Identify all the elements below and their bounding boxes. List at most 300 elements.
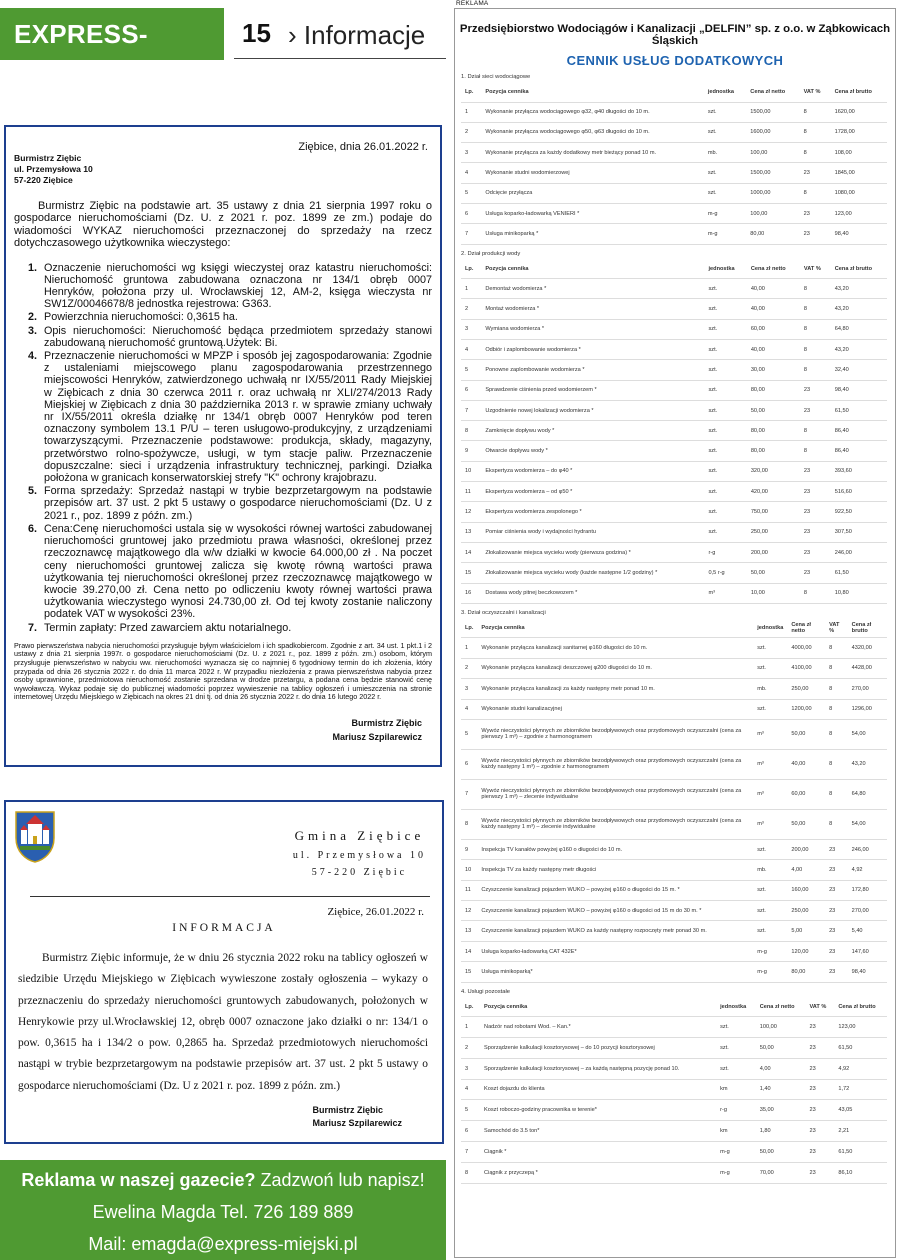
table-cell: 270,00 (848, 901, 887, 921)
table-cell: 23 (805, 1037, 834, 1058)
table-cell: 86,10 (834, 1162, 887, 1183)
table-cell: 2 (461, 299, 481, 319)
table-row (461, 719, 887, 749)
notice-item (28, 350, 432, 484)
table-row (461, 583, 887, 603)
table-cell: 200,00 (747, 542, 800, 562)
table-cell: 172,80 (848, 880, 887, 900)
reklama-label: REKLAMA (456, 0, 489, 7)
table-row (461, 183, 887, 203)
table-cell: 4320,00 (848, 638, 887, 658)
table-cell: 8 (825, 749, 848, 779)
table-cell: 8 (800, 102, 831, 122)
table-cell: 23 (800, 224, 831, 244)
table-row (461, 749, 887, 779)
table-row (461, 921, 887, 941)
table-cell: szt. (716, 1058, 756, 1079)
table-cell: 61,50 (831, 563, 887, 583)
table-cell: 80,00 (747, 380, 800, 400)
table-cell: 10,00 (747, 583, 800, 603)
table-cell: Dostawa wody pitnej beczkowozem * (481, 583, 704, 603)
column-header: Cena zł brutto (834, 998, 887, 1017)
table-cell: 30,00 (747, 360, 800, 380)
table-cell: km (716, 1121, 756, 1142)
table-cell: 8 (800, 279, 831, 299)
item-text: Przeznaczenie nieruchomości w MPZP i sposób jej zagospodarowania: Zgodnie z ustaleniami miejscowego planu zagospodarowania przestrzennego miejscowości Henryków, zatwierdzonego uchwałą nr IX/55/2011 Rady Miejskiej w Ziębicach z dnia 30 czerwca 2011 r. oraz uchwałą nr XLI/274/2013 Rady Miejskiej w Ziębicach z dnia 30 października 2013 r. w sprawie zmiany uchwały nr IX/55/2011 określa działkę nr 134/1 obręb 0007 Henryków pod teren oznaczony symbolem 13.1 P/U – teren usługowo-produkcyjny, z urządzeniami towarzyszącymi. Przeznaczenie podstawowe: produkcja, składy, magazyny, przetwórstwo rolno-spożywcze, usługi, w tym stacje paliw. Przeznaczenie dopuszczalne: sieci i urządzenia infrastruktury technicznej, parkingi. Działka położona w granicach konserwatorskiej strefy "K" ochrony krajobrazu. (44, 350, 432, 485)
table-cell: 7 (461, 224, 481, 244)
ad-line (0, 1164, 446, 1196)
table-cell: 50,00 (787, 719, 825, 749)
table-cell: m-g (704, 203, 746, 223)
table-cell: 54,00 (848, 809, 887, 839)
table-cell: 13 (461, 522, 481, 542)
table-header-row (461, 83, 887, 102)
table-row (461, 360, 887, 380)
table-cell: 5 (461, 360, 481, 380)
table-cell: 8 (800, 339, 831, 359)
table-cell: 100,00 (756, 1017, 806, 1038)
table-cell: 12 (461, 901, 477, 921)
table-cell: 43,20 (848, 749, 887, 779)
item-number: 7. (28, 621, 38, 634)
table-cell: szt. (753, 921, 787, 941)
table-cell: Wykonanie przyłącza wodociągowego φ50, φ63 długości do 10 m. (481, 122, 703, 142)
table-row (461, 482, 887, 502)
table-cell: Złokalizowanie miejsca wycieku wody (każde następne 1/2 godziny) * (481, 563, 704, 583)
price-list-ad (454, 8, 896, 1258)
table-cell: 23 (825, 921, 848, 941)
column-header: Cena zł netto (746, 83, 799, 102)
table-cell: 250,00 (787, 679, 825, 699)
column-header: Pozycja cennika (481, 260, 704, 279)
gmina-address (293, 828, 426, 878)
table-row (461, 1037, 887, 1058)
table-cell: 5,40 (848, 921, 887, 941)
table-cell: 1500,00 (746, 163, 799, 183)
table-cell: 23 (800, 203, 831, 223)
notice-item (28, 262, 432, 311)
table-cell: 4100,00 (787, 658, 825, 678)
table-row (461, 224, 887, 244)
table-cell: mb. (704, 143, 746, 163)
table-row (461, 1162, 887, 1183)
table-cell: szt. (716, 1037, 756, 1058)
table-cell: Wywóz nieczystości płynnych ze zbiorników bezodpływowych oraz przydomowych oczyszczalni (cena za pierwszy 1 m³) – zlecenie indywidualne (477, 779, 753, 809)
table-cell: 23 (825, 839, 848, 859)
table-row (461, 779, 887, 809)
table-cell: 6 (461, 380, 481, 400)
table-cell: Ciągnik * (480, 1141, 716, 1162)
table-cell: Zamknięcie dopływu wody * (481, 421, 704, 441)
ad-cta: Zadzwoń lub napisz! (255, 1170, 425, 1190)
table-cell: 2,21 (834, 1121, 887, 1142)
section-heading: 4. Usługi pozostałe (461, 988, 510, 995)
table-cell: 1500,00 (746, 102, 799, 122)
table-cell: 15 (461, 563, 481, 583)
gmina-street: ul. Przemysłowa 10 (292, 850, 426, 861)
table-cell: 8 (800, 421, 831, 441)
notice-intro: Burmistrz Ziębic na podstawie art. 35 ustawy z dnia 21 sierpnia 1997 roku o gospodarce nieruchomościami (Dz. U. z 2021 r. poz. 1899 ze zm.) podaje do wiadomości WYKAZ nieruchomości przeznaczonej do sprzedaży na rzecz dotychczasowego użytkownika wieczystego: (14, 200, 432, 250)
table-cell: szt. (705, 299, 747, 319)
divider (30, 896, 430, 897)
notice-item (28, 485, 432, 522)
table-row (461, 502, 887, 522)
table-cell: 23 (805, 1162, 834, 1183)
notice-item (28, 523, 432, 621)
table-cell: Złokalizowanie miejsca wycieku wody (pierwsza godzina) * (481, 542, 704, 562)
notice-item (28, 325, 432, 349)
column-header: Pozycja cennika (480, 998, 716, 1017)
table-cell: Inspekcja TV kanałów powyżej φ160 o długości do 10 m. (477, 839, 753, 859)
table-cell: 4,92 (848, 860, 887, 880)
table-cell: 80,00 (746, 224, 799, 244)
table-cell: 100,00 (746, 143, 799, 163)
ad-headline: Reklama w naszej gazecie? (21, 1170, 256, 1190)
table-cell: 40,00 (747, 299, 800, 319)
table-row (461, 1017, 887, 1038)
table-cell: 8 (800, 143, 831, 163)
table-cell: 393,60 (831, 461, 887, 481)
table-cell: 5 (461, 183, 481, 203)
notice-item (28, 311, 432, 323)
table-cell: 13 (461, 921, 477, 941)
table-cell: 4 (461, 699, 477, 719)
table-cell: 61,50 (834, 1037, 887, 1058)
column-header: Cena zł netto (747, 260, 800, 279)
table-cell: 80,00 (747, 441, 800, 461)
table-cell: m-g (716, 1162, 756, 1183)
table-cell: 8 (800, 360, 831, 380)
table-cell: Uzgodnienie nowej lokalizacji wodomierza * (481, 400, 704, 420)
table-cell: 8 (825, 658, 848, 678)
table-cell: Ekspertyza wodomierza – od φ50 * (481, 482, 704, 502)
table-cell: 23 (825, 880, 848, 900)
table-row (461, 809, 887, 839)
table-cell: 50,00 (756, 1037, 806, 1058)
table-cell: 23 (825, 962, 848, 982)
column-header: Cena zł brutto (831, 83, 887, 102)
table-row (461, 1141, 887, 1162)
table-cell: 60,00 (747, 319, 800, 339)
table-cell: 23 (800, 542, 831, 562)
table-cell: 7 (461, 779, 477, 809)
signature-name: Mariusz Szpilarewicz (312, 1118, 402, 1128)
table-cell: szt. (704, 102, 746, 122)
table-row (461, 941, 887, 961)
table-cell: 8 (800, 122, 831, 142)
column-header: Pozycja cennika (477, 619, 753, 638)
table-cell: szt. (753, 658, 787, 678)
notice-item (28, 622, 432, 634)
table-cell: 50,00 (756, 1141, 806, 1162)
table-cell: 40,00 (747, 339, 800, 359)
table-cell: szt. (704, 183, 746, 203)
table-cell: 43,20 (831, 299, 887, 319)
column-header: jednostka (704, 83, 746, 102)
informacja-heading: INFORMACJA (172, 922, 276, 934)
table-cell: 123,00 (831, 203, 887, 223)
table-cell: 23 (805, 1079, 834, 1100)
table-cell: 2 (461, 1037, 480, 1058)
table-cell: 50,00 (747, 400, 800, 420)
item-number: 6. (28, 522, 38, 535)
table-cell: 23 (805, 1058, 834, 1079)
ad-phone[interactable]: Ewelina Magda Tel. 726 189 889 (92, 1202, 354, 1222)
table-header-row (461, 260, 887, 279)
table-cell: 1600,00 (746, 122, 799, 142)
table-cell: 23 (805, 1121, 834, 1142)
table-cell: 8 (800, 183, 831, 203)
notice-items (14, 262, 432, 634)
table-cell: 1728,00 (831, 122, 887, 142)
column-header: Cena zł netto (756, 998, 806, 1017)
table-row (461, 299, 887, 319)
section-heading: 3. Dział oczyszczalni i kanalizacji (461, 609, 546, 616)
table-cell: 4,00 (787, 860, 825, 880)
table-cell: 9 (461, 441, 481, 461)
table-cell: 250,00 (747, 522, 800, 542)
item-number: 5. (28, 485, 38, 498)
item-number: 3. (28, 324, 38, 337)
table-cell: 40,00 (787, 749, 825, 779)
table-cell: szt. (705, 421, 747, 441)
table-cell: m³ (753, 809, 787, 839)
table-cell: szt. (704, 163, 746, 183)
table-cell: 8 (825, 638, 848, 658)
table-cell: 246,00 (831, 542, 887, 562)
table-cell: 12 (461, 502, 481, 522)
table-cell: Usługa koparko-ładowarką CAT 432E* (477, 941, 753, 961)
table-cell: 1200,00 (787, 699, 825, 719)
table-cell: Ciągnik z przyczepą * (480, 1162, 716, 1183)
table-cell: 0,5 r-g (705, 563, 747, 583)
table-cell: Wykonanie przyłącza za każdy dodatkowy metr bieżący ponad 10 m. (481, 143, 703, 163)
table-cell: 14 (461, 542, 481, 562)
table-cell: 86,40 (831, 421, 887, 441)
table-cell: 8 (461, 1162, 480, 1183)
column-header: VAT % (800, 83, 831, 102)
table-header-row (461, 619, 887, 638)
table-cell: m³ (705, 583, 747, 603)
table-cell: Inspekcja TV za każdy następny metr długości (477, 860, 753, 880)
table-row (461, 901, 887, 921)
table-cell: 3 (461, 679, 477, 699)
signature-name: Mariusz Szpilarewicz (332, 731, 422, 742)
column-header: VAT % (825, 619, 848, 638)
table-row (461, 339, 887, 359)
table-cell: Wywóz nieczystości płynnych ze zbiorników bezodpływowych oraz przydomowych oczyszczalni (cena za pierwszy 1 m³) – zgodnie z harmonogramem (477, 719, 753, 749)
table-cell: 123,00 (834, 1017, 887, 1038)
table-cell: 64,80 (831, 319, 887, 339)
table-cell: m³ (753, 749, 787, 779)
table-cell: 14 (461, 941, 477, 961)
table-cell: 23 (825, 860, 848, 880)
address-line: 57-220 Ziębice (14, 175, 73, 185)
table-row (461, 279, 887, 299)
table-cell: 1 (461, 638, 477, 658)
table-cell: szt. (705, 339, 747, 359)
gmina-name: Gmina Ziębice (294, 828, 425, 843)
table-cell: 147,60 (848, 941, 887, 961)
table-cell: szt. (753, 880, 787, 900)
table-cell: 60,00 (787, 779, 825, 809)
table-row (461, 1100, 887, 1121)
table-cell: 23 (800, 563, 831, 583)
table-cell: szt. (705, 400, 747, 420)
sender-address (14, 153, 432, 186)
section-title: › Informacje (288, 20, 426, 50)
table-row (461, 203, 887, 223)
table-cell: 270,00 (848, 679, 887, 699)
table-row (461, 441, 887, 461)
site-logo[interactable]: EXPRESS-MIEJSKI.PL (0, 8, 224, 60)
table-cell: 1 (461, 1017, 480, 1038)
table-row (461, 163, 887, 183)
table-cell: 250,00 (787, 901, 825, 921)
notice-wykaz (4, 125, 442, 767)
table-cell: 4000,00 (787, 638, 825, 658)
table-cell: szt. (705, 461, 747, 481)
table-cell: 246,00 (848, 839, 887, 859)
price-table (461, 83, 887, 245)
table-cell: 43,20 (831, 339, 887, 359)
table-cell: szt. (753, 638, 787, 658)
table-cell: szt. (704, 122, 746, 142)
table-cell: mb. (753, 679, 787, 699)
table-cell: Demontaż wodomierza * (481, 279, 704, 299)
price-table (461, 619, 887, 983)
table-cell: Otwarcie dopływu wody * (481, 441, 704, 461)
table-row (461, 860, 887, 880)
table-cell: Ekspertyza wodomierza zespolonego * (481, 502, 704, 522)
table-cell: Montaż wodomierza * (481, 299, 704, 319)
table-cell: 4 (461, 163, 481, 183)
table-cell: szt. (705, 279, 747, 299)
table-cell: Koszt dojazdu do klienta (480, 1079, 716, 1100)
table-row (461, 461, 887, 481)
table-cell: Ponowne zaplombowanie wodomierza * (481, 360, 704, 380)
column-header: Lp. (461, 619, 477, 638)
item-number: 2. (28, 311, 38, 324)
price-table (461, 260, 887, 604)
company-name: Przedsiębiorstwo Wodociągów i Kanalizacji „DELFIN” sp. z o.o. w Ząbkowicach Śląskich (459, 23, 891, 47)
table-cell: 23 (800, 380, 831, 400)
table-row (461, 962, 887, 982)
table-cell: 320,00 (747, 461, 800, 481)
table-cell: 10 (461, 860, 477, 880)
column-header: Lp. (461, 260, 481, 279)
table-cell: szt. (705, 360, 747, 380)
table-cell: 50,00 (787, 809, 825, 839)
table-cell: 4,00 (756, 1058, 806, 1079)
table-cell: m-g (753, 962, 787, 982)
table-cell: m³ (753, 719, 787, 749)
item-text: Cena:Cenę nieruchomości ustala się w wysokości równej wartości zabudowanej nieruchomości gruntowej jako przedmiotu prawa własności, określonej przez rzeczoznawcę majątkowego dla w/w działki w kwocie 64.000,00 zł . Na poczet ceny nieruchomości gruntowej zalicza się kwotę równą wartości prawa użytkowania tej nieruchomości określonej przez rzeczoznawcę majątkowego w kwocie 39.270,00 zł. Cena netto po odliczeniu kwoty równej wartości prawa użytkowania wieczystego wynosi 24.730,00 zł. Od tej kwoty zostanie naliczony podatek VAT w wysokości 23%. (44, 522, 432, 621)
column-header: Lp. (461, 998, 480, 1017)
table-row (461, 1079, 887, 1100)
table-cell: Wywóz nieczystości płynnych ze zbiorników bezodpływowych oraz przydomowych oczyszczalni (cena za każdy następny 1 m³) – zlecenie indywidualne (477, 809, 753, 839)
column-header: jednostka (716, 998, 756, 1017)
table-row (461, 102, 887, 122)
table-cell: 23 (825, 941, 848, 961)
table-cell: 50,00 (747, 563, 800, 583)
table-cell: 2 (461, 658, 477, 678)
table-row (461, 319, 887, 339)
table-row (461, 542, 887, 562)
price-list-title: CENNIK USŁUG DODATKOWYCH (566, 53, 784, 68)
table-cell: m³ (753, 779, 787, 809)
address-line: ul. Przemysłowa 10 (14, 164, 93, 174)
table-cell: 420,00 (747, 482, 800, 502)
item-text: Oznaczenie nieruchomości wg księgi wieczystej oraz katastru nieruchomości: Nieruchomość gruntowa zabudowana oznaczona nr 134/1 obręb 0007 Henryków, położona przy ul. Wrocławskiej 12, AM-2, księga wieczysta nr SW1Z/00046678/8 jednostka rejestrowa: G363. (44, 261, 432, 311)
table-cell: Sporządzenie kalkulacji kosztorysowej – za każdą następną pozycję ponad 10. (480, 1058, 716, 1079)
table-row (461, 1058, 887, 1079)
table-cell: Wykonanie studni kanalizacyjnej (477, 699, 753, 719)
column-header: Cena zł netto (787, 619, 825, 638)
informacja-date: Ziębice, 26.01.2022 r. (327, 906, 424, 918)
item-text: Forma sprzedaży: Sprzedaż nastąpi w trybie bezprzetargowym na podstawie przepisów art. 37 ust. 2 pkt 5 ustawy o gospodarce nieruchomościami (Dz. U z 2021 r., poz. 1899 z późn. zm.) (44, 485, 432, 522)
table-cell: 32,40 (831, 360, 887, 380)
table-cell: m-g (704, 224, 746, 244)
header-rule (234, 58, 446, 59)
table-row (461, 699, 887, 719)
table-cell: Wykonanie przyłącza kanalizacji sanitarnej φ160 długości do 10 m. (477, 638, 753, 658)
table-cell: szt. (705, 502, 747, 522)
price-table (461, 998, 887, 1184)
table-cell: 23 (800, 502, 831, 522)
table-cell: 40,00 (747, 279, 800, 299)
table-cell: 70,00 (756, 1162, 806, 1183)
notice-footnote: Prawo pierwszeństwa nabycia nieruchomości przysługuje byłym właścicielom i ich spadkobiercom. Zgodnie z art. 34 ust. 1 pkt.1 i 2 ustawy z dnia 21 sierpnia 1997r. o gospodarce nieruchomościami (Dz. U. z 2021 r., poz. 1899 z późn. zm.) osobom, którym przysługuje pierwszeństwo w nabyciu ww. nieruchomości wyznacza się co najmniej 6 tygodniowy termin do ich złożenia, który przypada od dnia 26 stycznia 2022 r. do dnia 11 marca 2022 r. W przypadku niezłożenia z prawa pierwszeństwa nabycia przez osoby uprawnione, przedmiotowa nieruchomość zostanie sprzedana w drodze przetargu, a podana cena będzie stanowić cenę wywoławczą. Wykaz podaje się do publicznej wiadomości poprzez wywieszenie na tablicy ogłoszeń i umieszczenia na stronie internetowej Urzędu Miejskiego w Ziębicach na okres 21 dni tj. od dnia 26 stycznia 2022 r. do dnia 16 lutego 2022 r. (14, 640, 432, 702)
table-cell: Wywóz nieczystości płynnych ze zbiorników bezodpływowych oraz przydomowych oczyszczalni (cena za każdy następny 1 m³) – zgodnie z harmonogramem (477, 749, 753, 779)
signature (312, 1104, 402, 1130)
table-cell: 750,00 (747, 502, 800, 522)
table-cell: szt. (753, 699, 787, 719)
table-cell: 16 (461, 583, 481, 603)
table-cell: Sporządzenie kalkulacji kosztorysowej – do 10 pozycji kosztorysowej (480, 1037, 716, 1058)
table-cell: 10 (461, 461, 481, 481)
table-cell: 1000,00 (746, 183, 799, 203)
table-cell: 23 (805, 1100, 834, 1121)
table-cell: 98,40 (848, 962, 887, 982)
table-cell: 8 (461, 809, 477, 839)
table-cell: 100,00 (746, 203, 799, 223)
section-heading: 1. Dział sieci wodociągowe (461, 74, 531, 80)
table-cell: 1 (461, 279, 481, 299)
coat-of-arms-icon (14, 810, 56, 864)
table-row (461, 400, 887, 420)
table-cell: Usługa minikoparką * (481, 224, 703, 244)
table-cell: 23 (800, 482, 831, 502)
table-row (461, 563, 887, 583)
table-row (461, 522, 887, 542)
table-cell: szt. (705, 482, 747, 502)
table-cell: 8 (825, 679, 848, 699)
table-cell: 4 (461, 339, 481, 359)
table-cell: Usługa minikoparką* (477, 962, 753, 982)
table-cell: 64,80 (848, 779, 887, 809)
table-cell: 307,50 (831, 522, 887, 542)
item-text: Powierzchnia nieruchomości: 0,3615 ha. (44, 311, 238, 324)
table-cell: szt. (705, 319, 747, 339)
table-cell: 23 (800, 400, 831, 420)
table-cell: Wykonanie przyłącza kanalizacji deszczowej φ200 długości do 10 m. (477, 658, 753, 678)
ad-email[interactable]: Mail: emagda@express-miejski.pl (88, 1234, 358, 1254)
table-cell: 15 (461, 962, 477, 982)
table-cell: 2 (461, 122, 481, 142)
table-cell: 6 (461, 203, 481, 223)
table-cell: 8 (825, 779, 848, 809)
